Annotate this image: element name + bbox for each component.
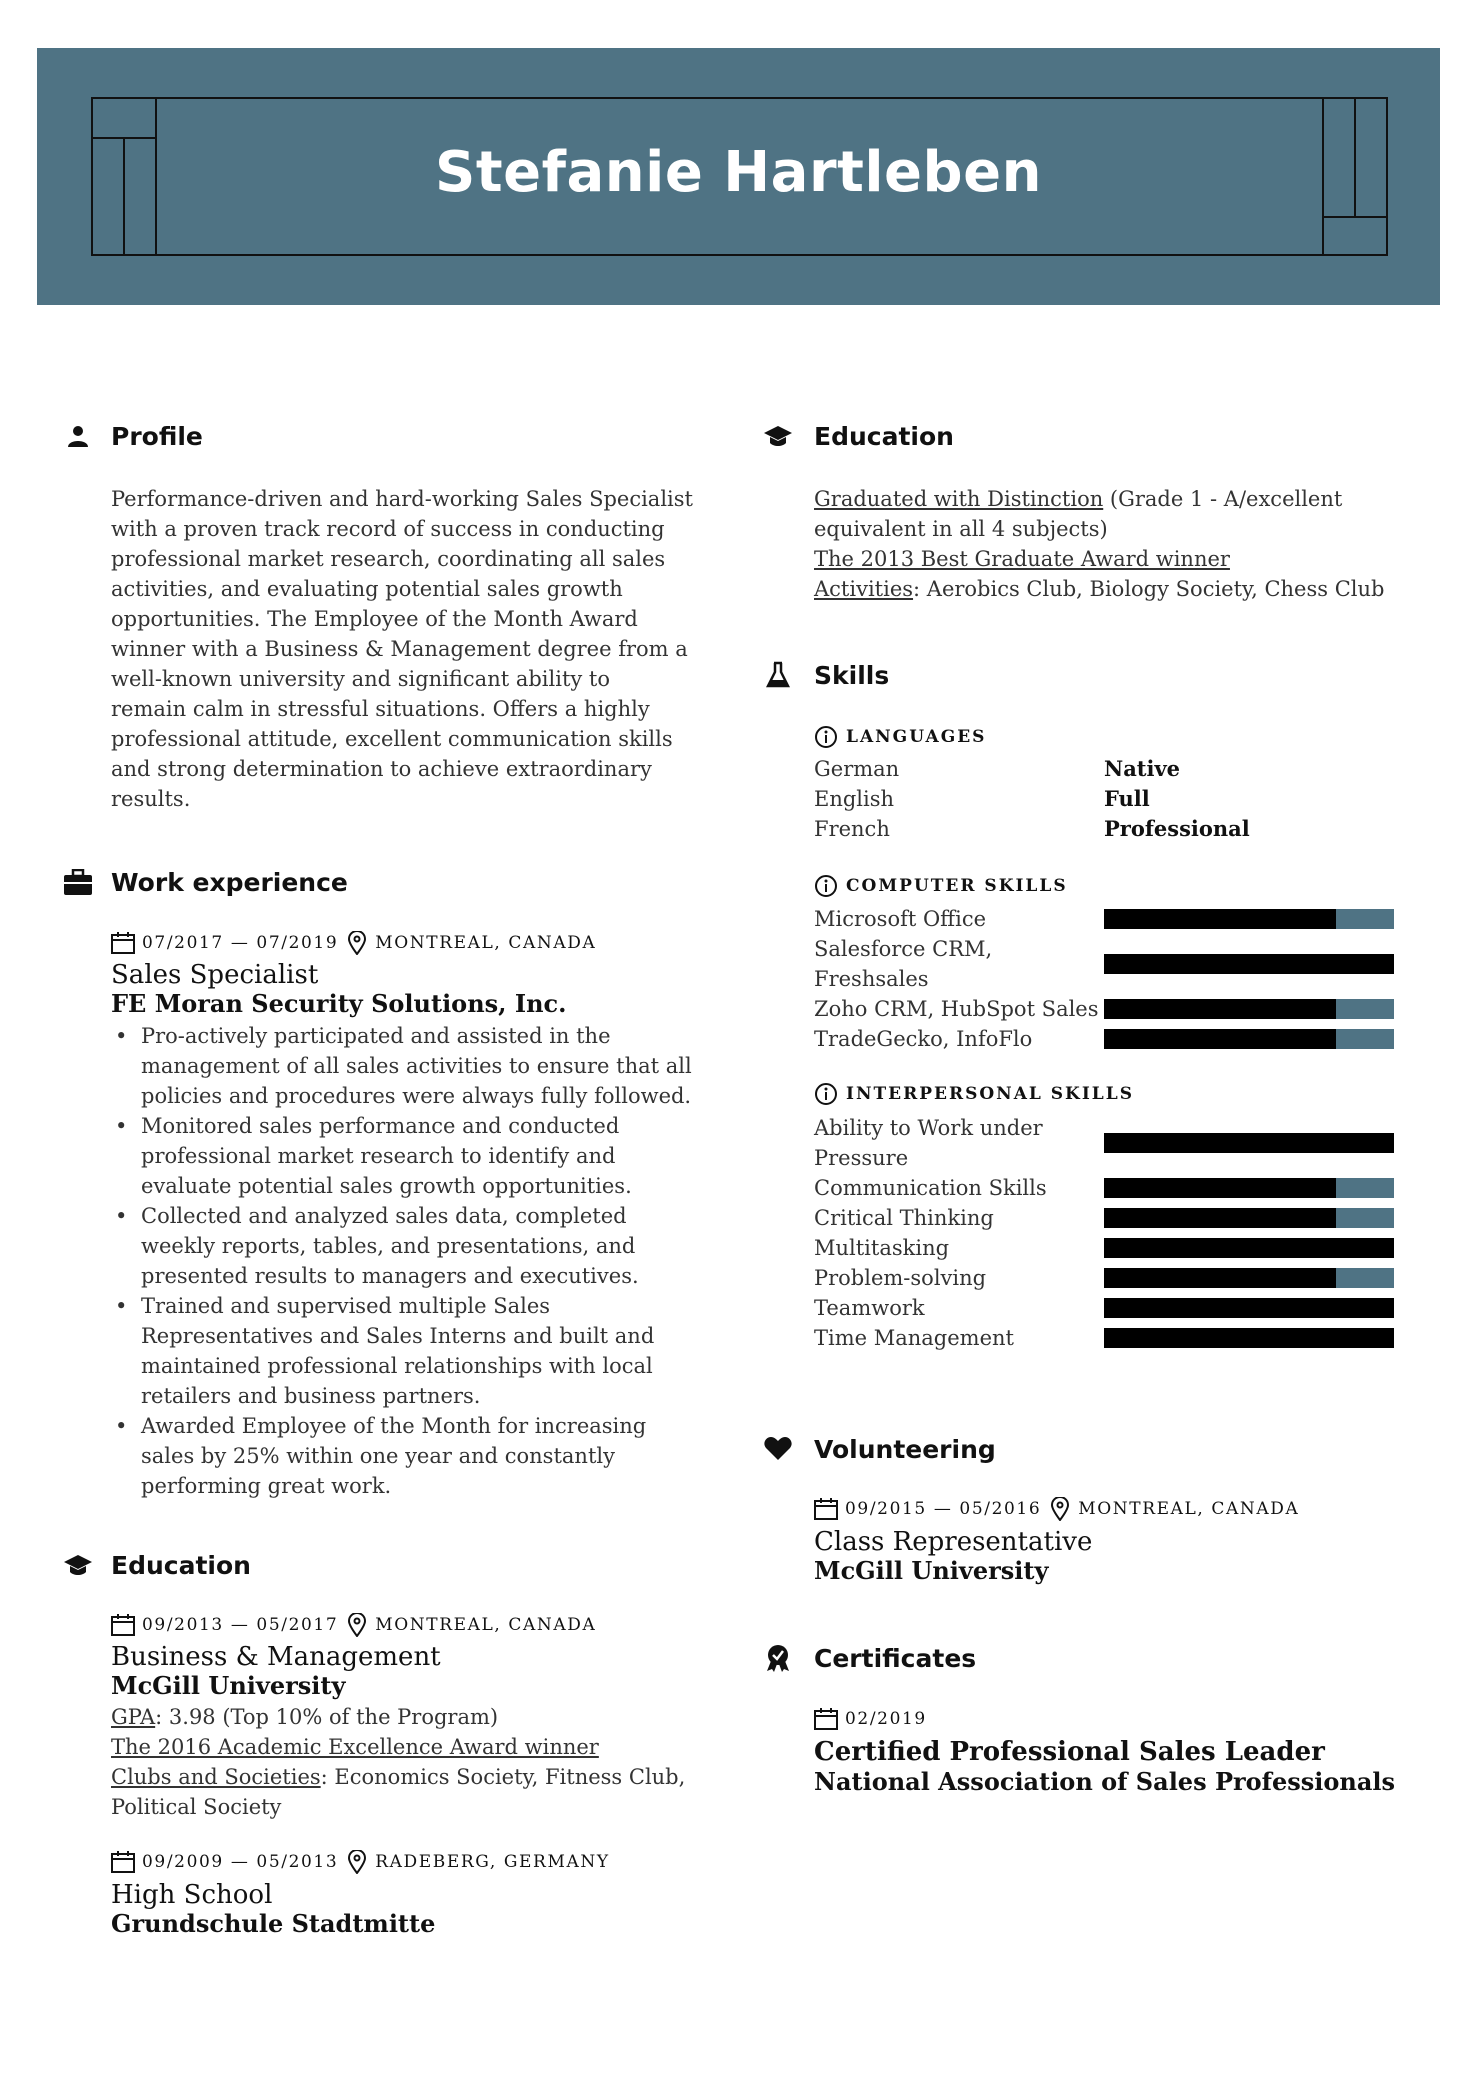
interpersonal-skills-subheading: INTERPERSONAL SKILLS (814, 1082, 1134, 1106)
skill-level-fill (1104, 1238, 1394, 1258)
skill-level-bar (1104, 1133, 1394, 1153)
skill-name: TradeGecko, InfoFlo (814, 1027, 1033, 1051)
skill-level-bar (1104, 1178, 1394, 1198)
award-badge-icon (764, 1644, 792, 1672)
education-meta-1: 09/2013 — 05/2017 MONTREAL, CANADA (111, 1613, 596, 1637)
profile-heading: Profile (64, 422, 203, 451)
job-role: Sales Specialist (111, 960, 319, 990)
calendar-icon (814, 1498, 838, 1520)
skill-level-fill (1104, 909, 1336, 929)
volunteering-role: Class Representative (814, 1527, 1093, 1557)
skill-level-fill (1104, 1029, 1336, 1049)
briefcase-icon (64, 868, 92, 896)
responsibility-item: • Pro-actively participated and assisted in the management of all sales activities to ensure that all policies and procedures were always fully followed. (111, 1021, 711, 1111)
education-heading-right: Education (764, 422, 954, 451)
languages-subheading: LANGUAGES (814, 725, 986, 749)
computer-skills-subheading: COMPUTER SKILLS (814, 874, 1068, 898)
language-level: Full (1104, 786, 1150, 811)
skill-level-bar (1104, 999, 1394, 1019)
skill-name: Multitasking (814, 1236, 950, 1260)
calendar-icon (111, 932, 135, 954)
profile-line: opportunities. The Employee of the Month Award (111, 607, 638, 631)
skill-name: Zoho CRM, HubSpot Sales (814, 997, 1099, 1021)
education-heading-left: Education (64, 1551, 251, 1580)
skill-level-fill (1104, 1268, 1336, 1288)
location-pin-icon (348, 1613, 366, 1637)
profile-line: winner with a Business & Management degree from a (111, 637, 688, 661)
job-meta (111, 931, 596, 955)
skill-level-bar (1104, 1328, 1394, 1348)
skill-name: Critical Thinking (814, 1206, 994, 1230)
skill-level-bar (1104, 909, 1394, 929)
flask-icon (764, 661, 792, 689)
profile-line: Performance-driven and hard-working Sales Specialist (111, 487, 693, 511)
profile-line: remain calm in stressful situations. Offers a highly (111, 697, 650, 721)
education-meta-2: 09/2009 — 05/2013 RADEBERG, GERMANY (111, 1850, 610, 1874)
school-name-2: Grundschule Stadtmitte (111, 1909, 436, 1938)
location-pin-icon (1051, 1497, 1069, 1521)
profile-line: activities, and evaluating potential sales growth (111, 577, 623, 601)
candidate-name: Stefanie Hartleben (435, 140, 1042, 205)
responsibility-item: • Trained and supervised multiple Sales Representatives and Sales Interns and built and maintained professional relationships with local retailers and business partners. (111, 1291, 711, 1411)
person-icon (64, 422, 92, 450)
skill-name: Teamwork (814, 1296, 925, 1320)
certificate-name: Certified Professional Sales Leader (814, 1737, 1325, 1767)
skill-level-fill (1104, 954, 1394, 974)
degree-title-2: High School (111, 1880, 273, 1910)
heart-icon (764, 1435, 792, 1463)
work-experience-heading: Work experience (64, 868, 348, 897)
responsibility-item: • Monitored sales performance and conducted professional market research to identify and evaluate potential sales growth opportunities. (111, 1111, 711, 1201)
skill-name: Microsoft Office (814, 907, 987, 931)
language-level: Native (1104, 756, 1181, 781)
education-details: GPA: 3.98 (Top 10% of the Program) The 2016 Academic Excellence Award winner Clubs and Societies: Economics Society, Fitness Club, Political Society (111, 1705, 686, 1819)
skill-level-fill (1104, 1328, 1394, 1348)
volunteering-heading: Volunteering (764, 1435, 996, 1464)
skill-name: Time Management (814, 1326, 1014, 1350)
certificates-heading: Certificates (764, 1644, 976, 1673)
profile-line: well-known university and significant ability to (111, 667, 611, 691)
calendar-icon (111, 1851, 135, 1873)
skill-level-fill (1104, 1208, 1336, 1228)
skill-level-fill (1104, 999, 1336, 1019)
volunteering-org: McGill University (814, 1556, 1049, 1585)
skill-name: Ability to Work under Pressure (814, 1116, 1043, 1170)
skill-level-bar (1104, 1298, 1394, 1318)
degree-title: Business & Management (111, 1642, 441, 1672)
header-banner (37, 48, 1440, 305)
certificate-issuer: National Association of Sales Professionals (814, 1767, 1396, 1796)
school-name: McGill University (111, 1671, 346, 1700)
skill-level-bar (1104, 1268, 1394, 1288)
calendar-icon (814, 1708, 838, 1730)
job-dates: 07/2017 — 07/2019 (142, 933, 339, 953)
info-icon (814, 725, 838, 749)
job-location: MONTREAL, CANADA (375, 933, 597, 953)
skill-level-bar (1104, 1029, 1394, 1049)
job-company: FE Moran Security Solutions, Inc. (111, 989, 567, 1018)
skill-level-fill (1104, 1298, 1394, 1318)
profile-line: professional attitude, excellent communication skills (111, 727, 673, 751)
skill-level-fill (1104, 1178, 1336, 1198)
skill-name: Problem-solving (814, 1266, 987, 1290)
language-name: German (814, 757, 900, 781)
volunteering-meta: 09/2015 — 05/2016 MONTREAL, CANADA (814, 1497, 1299, 1521)
language-name: English (814, 787, 895, 811)
job-responsibilities (111, 1021, 711, 1501)
skill-name: Communication Skills (814, 1176, 1047, 1200)
skill-level-fill (1104, 1133, 1394, 1153)
language-name: French (814, 817, 890, 841)
info-icon (814, 874, 838, 898)
info-icon (814, 1082, 838, 1106)
profile-line: results. (111, 787, 191, 811)
language-level: Professional (1104, 816, 1250, 841)
skill-level-bar (1104, 1208, 1394, 1228)
skill-name: Salesforce CRM, Freshsales (814, 937, 993, 991)
responsibility-item: • Collected and analyzed sales data, completed weekly reports, tables, and presentations, and presented results to managers and executives. (111, 1201, 711, 1291)
profile-line: with a proven track record of success in conducting (111, 517, 665, 541)
certificate-meta: 02/2019 (814, 1707, 927, 1731)
graduation-cap-icon (64, 1551, 92, 1579)
location-pin-icon (348, 1850, 366, 1874)
skill-level-bar (1104, 1238, 1394, 1258)
graduation-cap-icon (764, 422, 792, 450)
skill-level-bar (1104, 954, 1394, 974)
location-pin-icon (348, 931, 366, 955)
skills-heading: Skills (764, 661, 889, 690)
profile-line: and strong determination to achieve extraordinary (111, 757, 652, 781)
profile-line: professional market research, coordinating all sales (111, 547, 666, 571)
profile-summary (111, 484, 701, 814)
education-right-details: Graduated with Distinction (Grade 1 - A/excellent equivalent in all 4 subjects) The 2013 Best Graduate Award winner Activities: Aerobics Club, Biology Society, Chess Club (814, 487, 1385, 601)
responsibility-item: • Awarded Employee of the Month for increasing sales by 25% within one year and constantly performing great work. (111, 1411, 711, 1501)
calendar-icon (111, 1614, 135, 1636)
